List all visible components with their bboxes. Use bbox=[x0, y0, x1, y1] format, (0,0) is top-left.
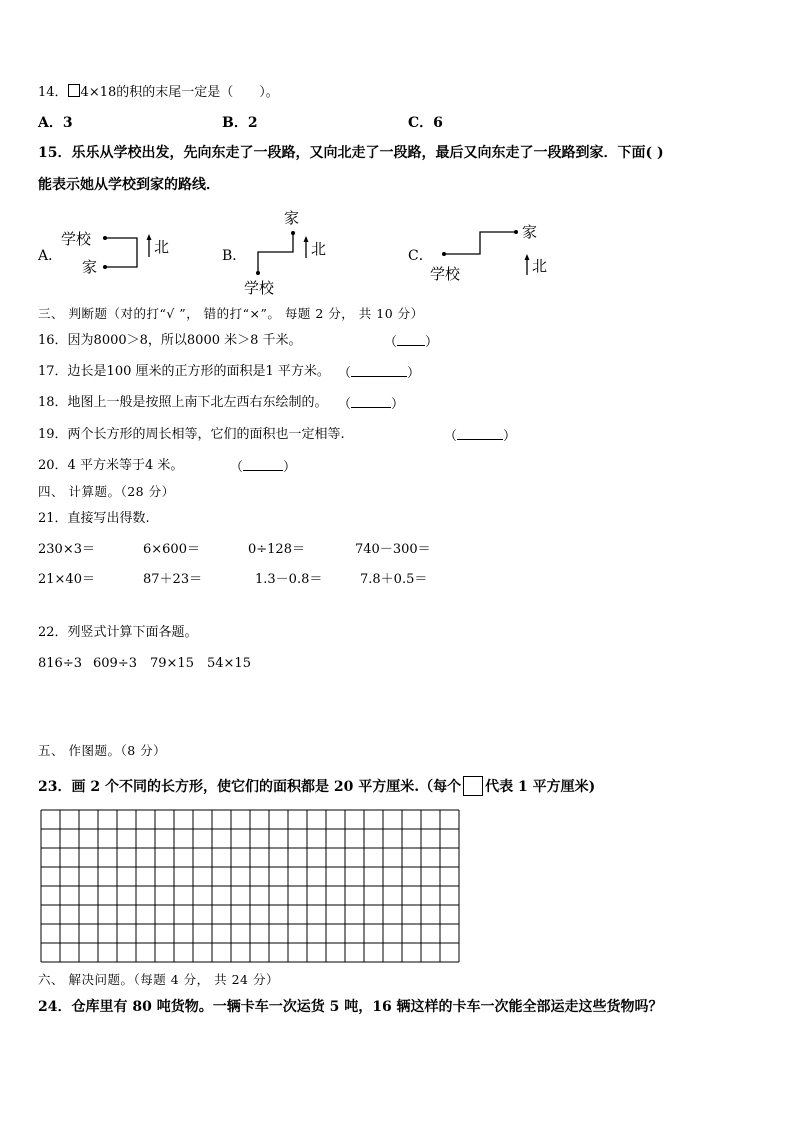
q23-text-before: 23．画 2 个不同的长方形，使它们的面积都是 20 平方厘米.（每个 bbox=[38, 779, 462, 795]
q18-close-paren: ） bbox=[391, 397, 405, 412]
q22-item: 609÷3 bbox=[93, 656, 137, 671]
q22-item: 54×15 bbox=[207, 656, 251, 671]
unit-square-icon bbox=[463, 776, 483, 796]
q14-number: 14． bbox=[38, 85, 68, 100]
q21-expr: 6×600＝ bbox=[143, 542, 200, 557]
q17-close-paren: ） bbox=[407, 366, 421, 381]
north-label-b: 北 bbox=[311, 240, 327, 258]
q16-answer[interactable] bbox=[384, 334, 438, 349]
q18-open-paren: （ bbox=[338, 397, 352, 412]
route-diagram-b bbox=[236, 206, 346, 298]
q20-close-paren: ） bbox=[283, 460, 297, 475]
q21-expr: 87＋23＝ bbox=[143, 572, 203, 587]
route-c-path bbox=[444, 232, 516, 254]
north-arrow-head-b bbox=[304, 236, 309, 242]
north-label-a: 北 bbox=[154, 238, 170, 256]
section-3-title: 三、 判断题（对的打“√ ”， 错的打“×”。 每题 2 分， 共 10 分） bbox=[38, 306, 424, 321]
q20-text: 20．4 平方米等于4 米。 bbox=[38, 458, 184, 473]
q21-expr: 0÷128＝ bbox=[248, 542, 305, 557]
q17-open-paren: （ bbox=[338, 366, 352, 381]
home-label-a: 家 bbox=[82, 258, 98, 276]
school-label-c: 学校 bbox=[430, 265, 461, 283]
q22-item: 79×15 bbox=[150, 656, 194, 671]
q14-option-a: A．3 bbox=[38, 115, 73, 131]
route-b-path bbox=[258, 233, 293, 273]
q16-text: 16．因为8000＞8，所以8000 米＞8 千米。 bbox=[38, 333, 302, 348]
route-diagram-c bbox=[425, 220, 565, 285]
q21-expr: 740－300＝ bbox=[355, 542, 431, 557]
q16-answer-blank[interactable] bbox=[397, 334, 425, 346]
q20-answer-blank[interactable] bbox=[243, 459, 283, 471]
q18-answer[interactable] bbox=[338, 396, 404, 411]
drawing-grid[interactable] bbox=[40, 809, 460, 964]
q14-option-c: C．6 bbox=[408, 115, 443, 131]
q16-close-paren: ） bbox=[425, 335, 439, 350]
home-label-c: 家 bbox=[522, 223, 538, 241]
q17-answer-blank[interactable] bbox=[351, 365, 407, 377]
q23-text-after: 代表 1 平方厘米) bbox=[485, 779, 596, 795]
q15-option-c-label: C． bbox=[408, 248, 433, 264]
north-label-c: 北 bbox=[532, 257, 548, 275]
q15-line1: 15．乐乐从学校出发，先向东走了一段路，又向北走了一段路，最后又向东走了一段路到家．下面( ) bbox=[38, 145, 664, 161]
home-label-b: 家 bbox=[284, 209, 300, 227]
q14-stem: 4×18的积的末尾一定是（ ）。 bbox=[80, 85, 279, 100]
north-arrow-head-a bbox=[147, 234, 152, 240]
q15-line2: 能表示她从学校到家的路线． bbox=[38, 177, 220, 193]
q19-open-paren: （ bbox=[444, 429, 458, 444]
q20-answer[interactable] bbox=[230, 459, 296, 474]
school-label-a: 学校 bbox=[61, 230, 92, 248]
north-arrow-head-c bbox=[525, 254, 530, 260]
q15-option-a-label: A． bbox=[38, 248, 63, 264]
section-5-title: 五、 作图题。（8 分） bbox=[38, 743, 167, 758]
q22-item: 816÷3 bbox=[38, 656, 82, 671]
question-14 bbox=[38, 84, 279, 99]
q21-title: 21．直接写出得数. bbox=[38, 511, 150, 526]
q22-title: 22．列竖式计算下面各题。 bbox=[38, 625, 198, 640]
school-label-b: 学校 bbox=[244, 279, 275, 297]
q15-option-b-label: B． bbox=[222, 248, 247, 264]
section-4-title: 四、 计算题。（28 分） bbox=[38, 484, 175, 499]
q18-answer-blank[interactable] bbox=[351, 396, 391, 408]
q20-open-paren: （ bbox=[230, 460, 244, 475]
route-diagram-a bbox=[55, 225, 185, 280]
q17-answer[interactable] bbox=[338, 365, 420, 380]
blank-square-icon bbox=[68, 84, 80, 97]
q23-text bbox=[38, 776, 595, 796]
q14-option-b: B．2 bbox=[222, 115, 258, 131]
q17-text: 17．边长是100 厘米的正方形的面积是1 平方米。 bbox=[38, 364, 330, 379]
q21-expr: 7.8＋0.5＝ bbox=[360, 572, 428, 587]
q19-text: 19．两个长方形的周长相等，它们的面积也一定相等. bbox=[38, 427, 345, 442]
q16-open-paren: （ bbox=[384, 335, 398, 350]
q21-expr: 230×3＝ bbox=[38, 542, 95, 557]
q21-expr: 21×40＝ bbox=[38, 572, 95, 587]
q18-text: 18．地图上一般是按照上南下北左西右东绘制的。 bbox=[38, 395, 328, 410]
q21-expr: 1.3－0.8＝ bbox=[255, 572, 323, 587]
q19-answer[interactable] bbox=[444, 428, 516, 443]
route-a-path bbox=[105, 238, 137, 267]
q24-text: 24．仓库里有 80 吨货物。一辆卡车一次运货 5 吨，16 辆这样的卡车一次能全部运走这些货物吗？ bbox=[38, 999, 663, 1015]
q19-close-paren: ） bbox=[503, 429, 517, 444]
q19-answer-blank[interactable] bbox=[457, 428, 503, 440]
section-6-title: 六、 解决问题。（每题 4 分， 共 24 分） bbox=[38, 972, 279, 987]
